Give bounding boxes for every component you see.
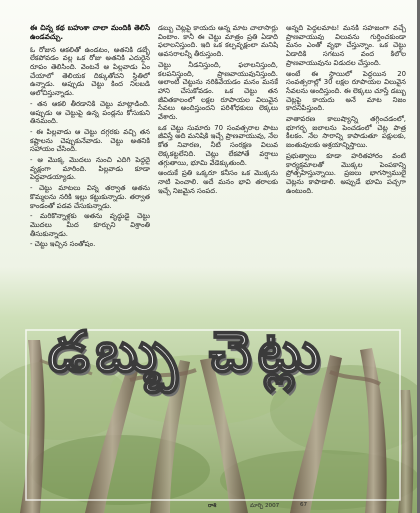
paragraph: అన్నది పెద్దలమాట! మనకి సహజంగా వచ్చే ప్రాణవాయువు విలువను గుర్తించకుండా మనం ఎంతో వృథా చేస్తున్నాం. ఒక చెట్టు ఏడాదికి సగటున వంద కిలోల ప్రాణవాయువును విడుదల చేస్తుంది. [286, 24, 406, 67]
paragraph: అంటే ఈ స్థాయిలో పెద్దయిన 20 సంవత్సరాల్లో 30 లక్షల రూపాయల విలువైన సేవలను అందిస్తుంది. ఈ లెక్కలు చూస్తే డబ్బు చెట్లపై కాయదు అనే మాట నిజం కాదనిపిస్తుంది. [286, 69, 406, 113]
paragraph: - ఈ పిల్లవాడు ఆ చెట్టు దగ్గరకు వచ్చి తన కష్టాలను చెప్పుకునేవాడు. చెట్టు అతనికి సహాయం చేసింది. [30, 127, 150, 154]
article-column-2 [158, 24, 278, 324]
article-title: డబ్బు చెట్లు [48, 320, 327, 385]
paragraph: ఓ రోజున ఆకలితో ఉండటం, అతనికి డబ్బే లేకపోవడం వల్ల ఒక రోజు అతనికి ఎదురైన రూపం తెలిసింది. వెంటనే ఆ పిల్లవాడు ఏం చేయాలో తెలియక దిక్కుతోచని స్థితిలో ఉన్నాడు. అప్పుడు చెట్టు కింద నిలబడి ఆలోచిస్తున్నాడు. [30, 45, 150, 98]
paragraph: - చెట్టు ఇచ్చిన సంతోషం. [30, 240, 96, 249]
article-column-3 [286, 24, 406, 324]
issue-date: మార్చి 2007 [250, 503, 280, 509]
article-column-1 [30, 24, 150, 324]
paragraph: - మరికొన్నాళ్లకు అతను వృద్ధుడై చెట్టు మొదలు మీద కూర్చుని విశ్రాంతి తీసుకున్నాడు. [30, 212, 150, 238]
article-columns [30, 24, 406, 324]
paragraph: డబ్బు చెట్లపై కాయదు అన్న మాట చాలాసార్లు వింటాం. కానీ ఈ చెట్టు మాత్రం ప్రతి ఏడాది ఫలాలనిస్తుంది. ఇది ఒక కల్పవృక్షంలా మనిషి అవసరాలన్నీ తీరుస్తుంది. [158, 24, 278, 59]
page-footer [0, 502, 417, 513]
publication-name: రాశి [208, 503, 217, 509]
paragraph: - చెట్టు మాటలు విన్న తర్వాత అతను కొమ్మలను నరికి ఇల్లు కట్టుకున్నాడు. తర్వాత కాండంతో పడవ చేసుకున్నాడు. [30, 184, 150, 210]
page-number: 67 [300, 502, 308, 508]
paragraph: అందుకే ప్రతి ఒక్కరూ కనీసం ఒక మొక్కను నాటి పెంచాలి. అదే మనం భావి తరాలకు ఇచ్చే నిజమైన సంపద. [158, 169, 278, 195]
article-intro: ఈ చిన్న కథ బహుశా చాలా మందికి తెలిసే ఉండవచ్చు. [30, 24, 150, 41]
paragraph: చెట్టు నీడనిస్తుంది, ఫలాలనిస్తుంది, కలపనిస్తుంది, ప్రాణవాయువునిస్తుంది. అలాంటి చెట్టును నరికివేయడం మనం మనకే హాని చేసుకోవడం. ఒక చెట్టు తన జీవితకాలంలో లక్షల రూపాయల విలువైన సేవలు అందిస్తుందని పరిశోధకులు లెక్కలు వేశారు. [158, 60, 278, 122]
paragraph: ఒక చెట్టు సుమారు 70 సంవత్సరాల పాటు జీవిస్తే అది మనిషికి ఇచ్చే ప్రాణవాయువు, నేల కోత నివారణ, నీటి సంరక్షణ విలువ లెక్కకట్టలేనిది. చెట్లు లేకపోతే వర్షాలు తగ్గుతాయి, భూమి వేడెక్కుతుంది. [158, 123, 278, 167]
paragraph: ప్రభుత్వాలు కూడా హరితహారం వంటి కార్యక్రమాలతో మొక్కల పెంపకాన్ని ప్రోత్సహిస్తున్నాయి. ప్రజలు భాగస్వాములై చెట్లను కాపాడాలి. అప్పుడే భూమి పచ్చగా ఉంటుంది. [286, 151, 406, 195]
paragraph: - ఆ మొక్క మొదలు నుంచి ఎదిగి పెద్దదై వృక్షంగా మారింది. పిల్లవాడు కూడా పెద్దవాడయ్యాడు. [30, 156, 150, 182]
paragraph: - తన ఆకలి తీరడానికి చెట్టు మాట్లాడింది. అప్పుడు ఆ చెట్టుపై ఉన్న పండ్లను కోసుకుని తినమంది. [30, 99, 150, 126]
paragraph: వాతావరణ కాలుష్యాన్ని తగ్గించడంలో, భూగర్భ జలాలను పెంచడంలో చెట్ల పాత్ర కీలకం. నేల సారాన్ని కాపాడుతూ పక్షులకు, జంతువులకు ఆశ్రయాన్నిస్తాయి. [286, 115, 406, 150]
